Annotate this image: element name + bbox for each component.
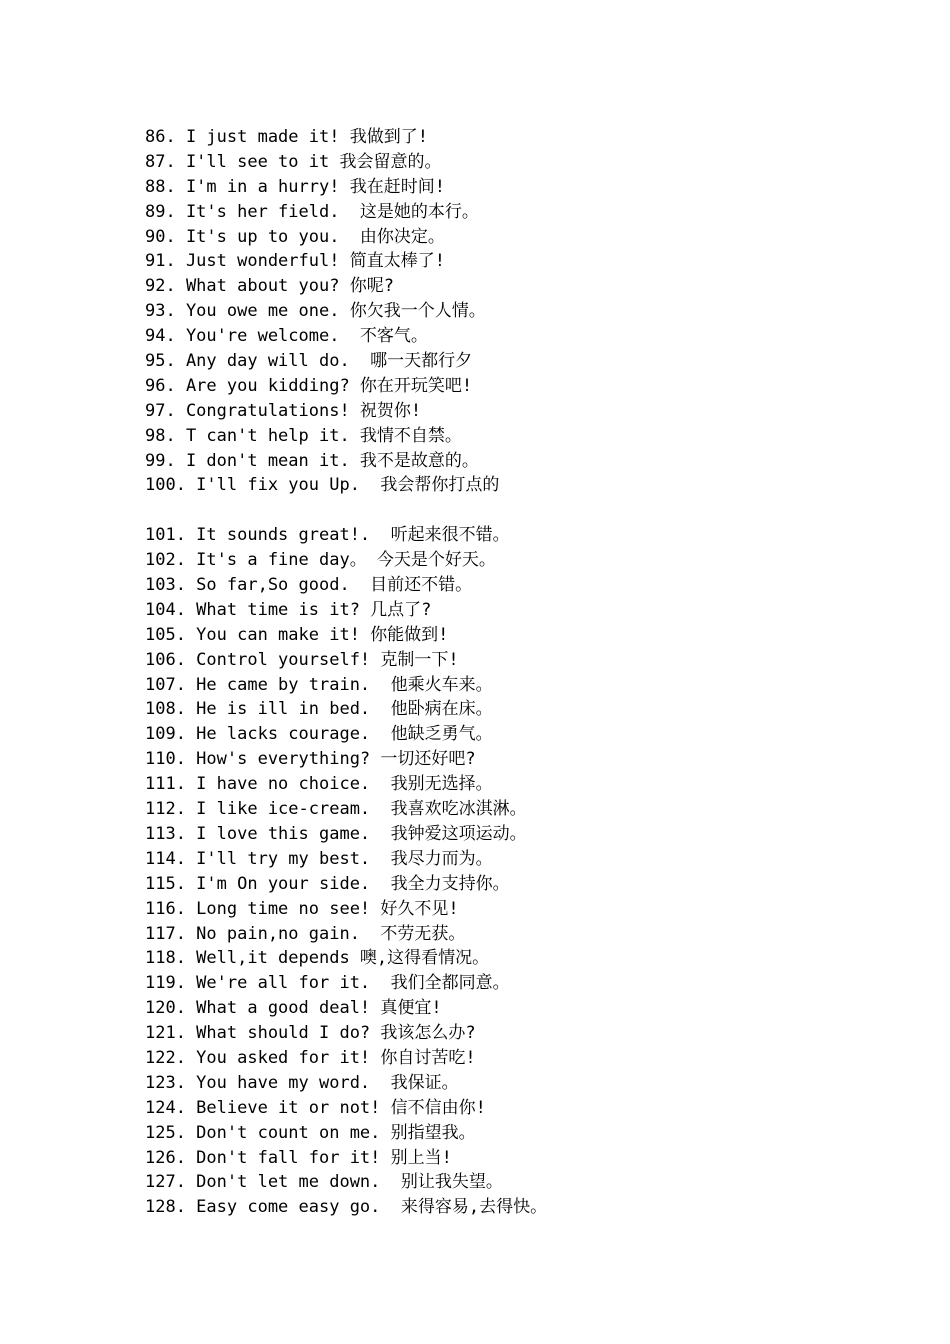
phrase-line: 99. I don't mean it. 我不是故意的。 (145, 450, 479, 471)
phrase-line: 98. T can't help it. 我情不自禁。 (145, 425, 462, 446)
phrase-line: 95. Any day will do. 哪一天都行夕 (145, 351, 473, 372)
phrase-line: 124. Believe it or not! 信不信由你! (145, 1097, 486, 1118)
phrase-line: 102. It's a fine day。 今天是个好天。 (145, 550, 496, 571)
phrase-line: 115. I'm On your side. 我全力支持你。 (145, 873, 510, 894)
phrase-list (145, 125, 905, 1220)
phrase-line: 103. So far,So good. 目前还不错。 (145, 575, 473, 596)
phrase-line: 89. It's her field. 这是她的本行。 (145, 201, 479, 222)
phrase-line: 119. We're all for it. 我们全都同意。 (145, 973, 510, 994)
phrase-line: 108. He is ill in bed. 他卧病在床。 (145, 699, 493, 720)
phrase-line: 109. He lacks courage. 他缺乏勇气。 (145, 724, 493, 745)
phrase-line: 116. Long time no see! 好久不见! (145, 898, 459, 919)
phrase-line: 104. What time is it? 几点了? (145, 599, 432, 620)
phrase-line: 128. Easy come easy go. 来得容易,去得快。 (145, 1197, 548, 1218)
section-gap (145, 498, 905, 523)
phrase-line: 87. I'll see to it 我会留意的。 (145, 151, 442, 172)
phrase-line: 91. Just wonderful! 简直太棒了! (145, 251, 445, 272)
phrase-line: 126. Don't fall for it! 别上当! (145, 1147, 452, 1168)
phrase-line: 111. I have no choice. 我别无选择。 (145, 774, 493, 795)
phrase-line: 123. You have my word. 我保证。 (145, 1072, 459, 1093)
phrase-line: 121. What should I do? 我该怎么办? (145, 1023, 476, 1044)
phrase-line: 118. Well,it depends 噢,这得看情况。 (145, 948, 490, 969)
phrase-line: 97. Congratulations! 祝贺你! (145, 400, 422, 421)
phrase-line: 94. You're welcome. 不客气。 (145, 326, 428, 347)
phrase-line: 105. You can make it! 你能做到! (145, 624, 449, 645)
phrase-line: 114. I'll try my best. 我尽力而为。 (145, 848, 493, 869)
phrase-line: 92. What about you? 你呢? (145, 276, 394, 297)
phrase-line: 110. How's everything? 一切还好吧? (145, 749, 476, 770)
phrase-line: 101. It sounds great!. 听起来很不错。 (145, 525, 510, 546)
phrase-line: 112. I like ice-cream. 我喜欢吃冰淇淋。 (145, 799, 527, 820)
phrase-line: 113. I love this game. 我钟爱这项运动。 (145, 823, 527, 844)
phrase-line: 106. Control yourself! 克制一下! (145, 649, 459, 670)
phrase-line: 117. No pain,no gain. 不劳无获。 (145, 923, 466, 944)
phrase-line: 100. I'll fix you Up. 我会帮你打点的 (145, 475, 500, 496)
phrase-line: 93. You owe me one. 你欠我一个人情。 (145, 301, 486, 322)
phrase-line: 86. I just made it! 我做到了! (145, 127, 428, 147)
phrase-line: 88. I'm in a hurry! 我在赶时间! (145, 176, 445, 197)
phrase-line: 122. You asked for it! 你自讨苦吃! (145, 1047, 476, 1068)
phrase-line: 120. What a good deal! 真便宜! (145, 998, 442, 1019)
phrase-line: 107. He came by train. 他乘火车来。 (145, 674, 493, 695)
phrase-line: 90. It's up to you. 由你决定。 (145, 226, 445, 247)
phrase-line: 125. Don't count on me. 别指望我。 (145, 1122, 476, 1143)
phrase-line: 127. Don't let me down. 别让我失望。 (145, 1172, 503, 1193)
phrase-line: 96. Are you kidding? 你在开玩笑吧! (145, 375, 473, 396)
